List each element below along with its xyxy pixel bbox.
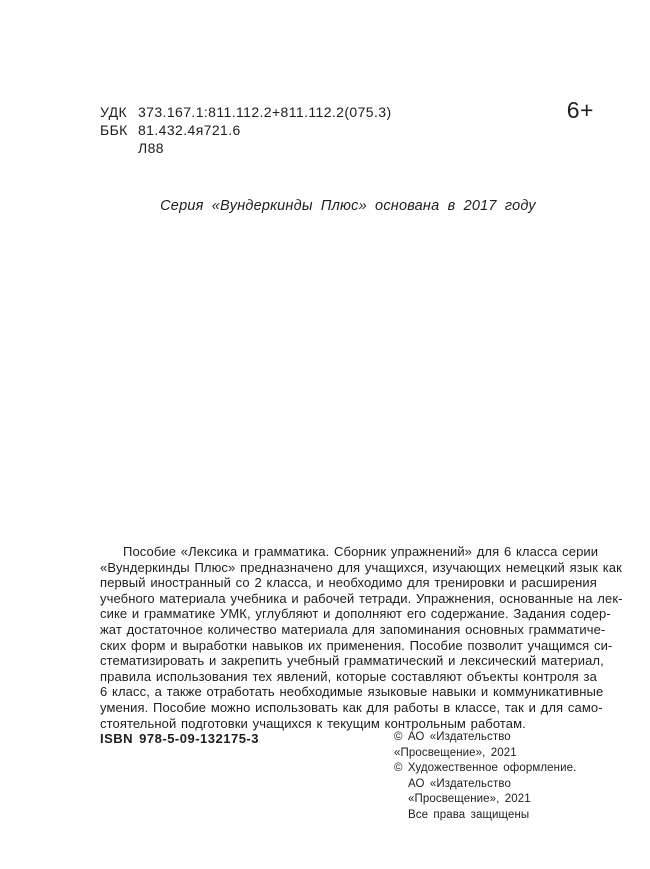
copyright-line: АО «Издательство «Просвещение», 2021 bbox=[408, 777, 531, 806]
copyright-line: © Художественное оформление. bbox=[394, 762, 577, 775]
udk-value: 373.167.1:811.112.2+811.112.2(075.3) bbox=[138, 104, 392, 120]
annotation-line: «Вундеркинды Плюс» предназначено для учащихся, изучающих немецкий язык как bbox=[100, 559, 622, 575]
annotation-line: 6 класс, а также отработать необходимые языковые навыки и коммуникативные bbox=[100, 684, 604, 700]
bbk-value: 81.432.4я721.6 bbox=[138, 122, 241, 138]
author-sign-spacer bbox=[100, 139, 138, 157]
udk-row bbox=[100, 103, 392, 121]
author-sign: Л88 bbox=[138, 140, 164, 156]
annotation-line: стематизировать и закрепить учебный грамматический и лексический материал, bbox=[100, 653, 604, 669]
annotation-line: умения. Пособие можно использовать как для работы в классе, так и для само- bbox=[100, 699, 603, 715]
annotation-line: сике и грамматике УМК, углубляют и дополняют его содержание. Задания содер- bbox=[100, 606, 611, 622]
annotation-line: Пособие «Лексика и грамматика. Сборник упражнений» для 6 класса серии bbox=[123, 544, 599, 559]
age-rating-badge: 6+ bbox=[566, 97, 594, 123]
annotation-paragraph bbox=[100, 544, 623, 731]
annotation-line: стоятельной подготовки учащихся к текущим контрольным работам. bbox=[100, 715, 526, 731]
copyright-line: Все права защищены bbox=[408, 808, 530, 821]
annotation-line: первый иностранный со 2 класса, и необходимо для тренировки и расширения bbox=[100, 575, 597, 591]
annotation-line: правила использования тех явлений, которые составляют объекты контроля за bbox=[100, 668, 597, 684]
series-note: Серия «Вундеркинды Плюс» основана в 2017 году bbox=[160, 198, 536, 214]
copyright-line: © АО «Издательство «Просвещение», 2021 bbox=[394, 731, 517, 759]
annotation-line: жат достаточное количество материала для запоминания основных грамматиче- bbox=[100, 621, 606, 637]
bbk-row bbox=[100, 121, 392, 139]
author-sign-row bbox=[100, 139, 392, 157]
isbn-text: ISBN 978-5-09-132175-3 bbox=[100, 731, 259, 746]
bbk-label: ББК bbox=[100, 122, 128, 138]
cataloging-block bbox=[100, 103, 392, 157]
copyright-block bbox=[394, 730, 604, 824]
udk-label: УДК bbox=[100, 104, 128, 120]
annotation-line: учебного материала учебника и рабочей тетради. Упражнения, основанные на лек- bbox=[100, 590, 623, 606]
annotation-line: ских форм и выработки навыков их применения. Пособие позволит учащимся си- bbox=[100, 637, 613, 653]
